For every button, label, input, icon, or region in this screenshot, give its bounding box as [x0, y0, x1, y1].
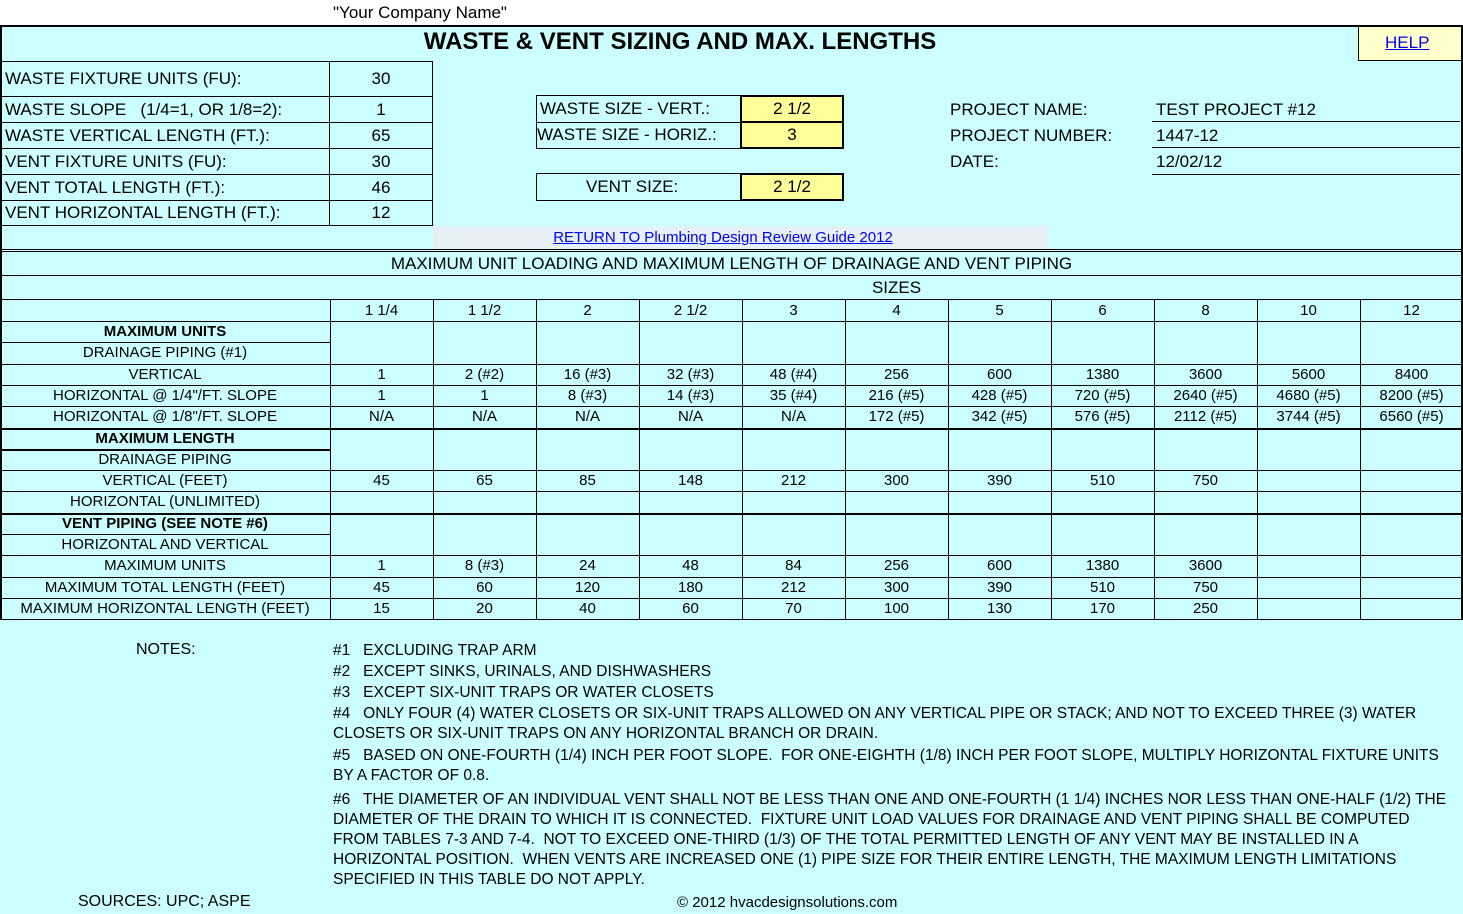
input-vent-fu[interactable]: 30 — [371, 152, 391, 171]
table-cell: 720 (#5) — [1074, 386, 1131, 404]
table-cell: 16 (#3) — [563, 365, 612, 383]
input-label-waste-fu: WASTE FIXTURE UNITS (FU): — [5, 69, 242, 88]
table-cell — [1360, 598, 1463, 619]
date-label: DATE: — [950, 152, 999, 171]
table-cell: 100 — [883, 599, 910, 617]
page-title: WASTE & VENT SIZING AND MAX. LENGTHS — [423, 28, 937, 55]
input-waste-fu[interactable]: 30 — [371, 69, 391, 88]
table-cell: 216 (#5) — [868, 386, 925, 404]
vent-size-output: 2 1/2 — [740, 173, 844, 201]
table-cell: 428 (#5) — [971, 386, 1028, 404]
table-cell: 342 (#5) — [971, 408, 1028, 426]
size-header-cell: 2 1/2 — [673, 302, 708, 319]
table-cell: 1380 — [1085, 365, 1120, 383]
table-cell: 8 (#3) — [567, 386, 608, 404]
table-cell: 250 — [1192, 599, 1219, 617]
input-vent-horiz-length[interactable]: 12 — [371, 203, 391, 222]
table-cell: 15 — [373, 599, 390, 617]
table-cell: N/A — [677, 408, 703, 426]
table-cell: 172 (#5) — [868, 408, 925, 426]
table-cell: 45 — [373, 578, 390, 596]
project-number-label: PROJECT NUMBER: — [950, 126, 1113, 145]
table-cell — [1360, 555, 1463, 576]
note-6: #6 THE DIAMETER OF AN INDIVIDUAL VENT SHALL NOT BE LESS THAN ONE AND ONE-FOURTH (1 1/4) INCHES NOR LESS THAN ONE-HALF (1/2) THE DIAMETER OF THE DRAIN TO WHICH IT IS CONNECTED. FIXTURE UNIT LOAD VALUES FOR DRAINAGE AND VENT PIPING SHALL BE COMPUTED FROM TABLES 7-3 AND 7-4. NOT TO EXCEED ONE-THIRD (1/3) OF THE TOTAL PERMITTED LENGTH OF ANY VENT MAY BE INSTALLED IN A HORIZONTAL POSITION. WHEN VENTS ARE INCREASED ONE (1) PIPE SIZE FOR THEIR ENTIRE LENGTH, THE MAXIMUM LENGTH LIMITATIONS SPECIFIED IN THIS TABLE DO NOT APPLY. — [333, 791, 1451, 888]
size-header-cell: 2 — [583, 302, 592, 319]
table-cell: 4680 (#5) — [1276, 386, 1341, 404]
table-cell: 2640 (#5) — [1173, 386, 1238, 404]
input-vent-total-length[interactable]: 46 — [371, 178, 391, 197]
table-cell: 510 — [1089, 578, 1116, 596]
table-cell: N/A — [574, 408, 600, 426]
size-header-cell: 8 — [1201, 302, 1210, 319]
table-cell: 48 — [682, 557, 699, 575]
table-cell: 120 — [574, 578, 601, 596]
table-cell: 300 — [883, 472, 910, 490]
spreadsheet — [0, 25, 1463, 914]
note-4: #4 ONLY FOUR (4) WATER CLOSETS OR SIX-UNIT TRAPS ALLOWED ON ANY VERTICAL PIPE OR STACK; AND NOT TO EXCEED THREE (3) WATER CLOSETS OR SIX-UNIT TRAPS ON ANY HORIZONTAL BRANCH OR DRAIN. — [333, 705, 1421, 742]
table-cell — [1257, 470, 1360, 491]
table-cell: 256 — [883, 557, 910, 575]
help-link[interactable]: HELP — [1385, 33, 1430, 52]
project-name-label: PROJECT NAME: — [950, 100, 1088, 119]
size-header-cell: 12 — [1403, 302, 1420, 319]
input-waste-vert-length[interactable]: 65 — [371, 126, 391, 145]
table-cell: N/A — [368, 408, 394, 426]
table-cell: 24 — [579, 557, 596, 575]
inputs-table — [0, 61, 433, 226]
table-cell: 600 — [986, 365, 1013, 383]
table-cell: 3744 (#5) — [1276, 408, 1341, 426]
table-cell: 2112 (#5) — [1173, 408, 1238, 426]
note-1: #1 EXCLUDING TRAP ARM — [333, 642, 537, 659]
table-cell — [1360, 577, 1463, 598]
row-label: MAXIMUM LENGTH — [95, 429, 235, 447]
row-label: VERTICAL (FEET) — [102, 472, 228, 490]
row-label: MAXIMUM TOTAL LENGTH (FEET) — [44, 578, 286, 596]
table-title: MAXIMUM UNIT LOADING AND MAXIMUM LENGTH OF DRAINAGE AND VENT PIPING — [390, 254, 1073, 273]
table-cell: 1380 — [1085, 557, 1120, 575]
notes-label: NOTES: — [136, 641, 196, 658]
table-cell: 45 — [373, 472, 390, 490]
row-label: MAXIMUM UNITS — [103, 323, 227, 340]
size-header-cell: 6 — [1098, 302, 1107, 319]
row-label: VENT PIPING (SEE NOTE #6) — [62, 514, 268, 532]
table-cell: 1 — [480, 386, 489, 404]
table-cell: 130 — [986, 599, 1013, 617]
table-cell: 8200 (#5) — [1379, 386, 1444, 404]
row-label: HORIZONTAL (UNLIMITED) — [70, 493, 260, 511]
table-cell — [1257, 555, 1360, 576]
table-cell — [1360, 470, 1463, 491]
table-cell: 510 — [1089, 472, 1116, 490]
waste-horiz-size-output: 3 — [740, 121, 844, 149]
table-cell: 256 — [883, 365, 910, 383]
row-label: HORIZONTAL AND VERTICAL — [61, 536, 269, 553]
vent-size-label: VENT SIZE: — [586, 177, 679, 196]
date-underline — [1152, 174, 1460, 175]
table-cell: 212 — [780, 472, 807, 490]
table-cell: 70 — [785, 599, 802, 617]
size-header-cell: 4 — [892, 302, 901, 319]
table-cell: 48 (#4) — [769, 365, 818, 383]
table-cell: 5600 — [1291, 365, 1326, 383]
table-row-divider — [0, 619, 1463, 620]
table-cell: 1 — [377, 365, 386, 383]
company-name: "Your Company Name" — [333, 3, 507, 22]
note-5: #5 BASED ON ONE-FOURTH (1/4) INCH PER FOOT SLOPE. FOR ONE-EIGHTH (1/8) INCH PER FOOT SLOPE, MULTIPLY HORIZONTAL FIXTURE UNITS BY A FACTOR OF 0.8. — [333, 747, 1444, 784]
table-cell: 180 — [677, 578, 704, 596]
note-3: #3 EXCEPT SIX-UNIT TRAPS OR WATER CLOSETS — [333, 684, 714, 701]
waste-horiz-label: WASTE SIZE - HORIZ.: — [537, 125, 717, 144]
size-header-cell: 5 — [995, 302, 1004, 319]
table-cell: 60 — [476, 578, 493, 596]
table-cell: 8 (#3) — [464, 557, 505, 575]
project-number-underline — [1152, 147, 1460, 148]
table-cell: 390 — [986, 578, 1013, 596]
input-label-vent-fu: VENT FIXTURE UNITS (FU): — [5, 152, 227, 171]
table-cell: 750 — [1192, 472, 1219, 490]
table-cell: 212 — [780, 578, 807, 596]
table-cell — [1257, 577, 1360, 598]
table-cell: N/A — [471, 408, 497, 426]
table-cell: 750 — [1192, 578, 1219, 596]
table-cell: 35 (#4) — [769, 386, 818, 404]
table-cell: 600 — [986, 557, 1013, 575]
table-cell: 40 — [579, 599, 596, 617]
row-label: MAXIMUM UNITS — [104, 557, 226, 575]
waste-vert-label: WASTE SIZE - VERT.: — [540, 99, 711, 118]
size-header-cell: 1 1/4 — [364, 302, 399, 319]
row-label: HORIZONTAL @ 1/4"/FT. SLOPE — [53, 386, 277, 404]
size-header-cell: 10 — [1300, 302, 1317, 319]
table-cell: 170 — [1089, 599, 1116, 617]
table-cell: 84 — [785, 557, 802, 575]
input-label-vent-total-length: VENT TOTAL LENGTH (FT.): — [5, 178, 226, 197]
project-number-value[interactable]: 1447-12 — [1156, 126, 1219, 145]
table-cell: 65 — [476, 472, 493, 490]
table-cell: 3600 — [1188, 557, 1223, 575]
project-name-underline — [1152, 121, 1460, 122]
table-cell: 3600 — [1188, 365, 1223, 383]
table-cell: 1 — [377, 557, 386, 575]
input-label-waste-slope: WASTE SLOPE (1/4=1, OR 1/8=2): — [5, 100, 283, 119]
size-header-cell: 1 1/2 — [467, 302, 502, 319]
row-label: HORIZONTAL @ 1/8"/FT. SLOPE — [53, 408, 277, 426]
table-cell: 1 — [377, 386, 386, 404]
size-header-cell: 3 — [789, 302, 798, 319]
table-cell: N/A — [780, 408, 806, 426]
table-cell: 14 (#3) — [666, 386, 715, 404]
row-label: DRAINAGE PIPING (#1) — [82, 344, 248, 362]
input-waste-slope[interactable]: 1 — [376, 100, 386, 119]
table-cell: 6560 (#5) — [1379, 408, 1444, 426]
return-link[interactable]: RETURN TO Plumbing Design Review Guide 2012 — [553, 229, 893, 246]
row-label: VERTICAL — [128, 365, 202, 383]
table-cell: 8400 — [1394, 365, 1429, 383]
row-label: DRAINAGE PIPING — [98, 450, 232, 468]
waste-vert-size-output: 2 1/2 — [740, 95, 844, 123]
table-cell: 20 — [476, 599, 493, 617]
table-cell: 85 — [579, 472, 596, 490]
note-2: #2 EXCEPT SINKS, URINALS, AND DISHWASHERS — [333, 663, 712, 680]
copyright: © 2012 hvacdesignsolutions.com — [677, 894, 898, 911]
input-label-waste-vert-length: WASTE VERTICAL LENGTH (FT.): — [5, 126, 270, 145]
project-name-value[interactable]: TEST PROJECT #12 — [1156, 100, 1316, 119]
table-cell: 148 — [677, 472, 704, 490]
table-cell: 2 (#2) — [464, 365, 505, 383]
table-cell: 576 (#5) — [1074, 408, 1131, 426]
table-cell: 32 (#3) — [666, 365, 715, 383]
table-cell: 300 — [883, 578, 910, 596]
input-label-vent-horiz-length: VENT HORIZONTAL LENGTH (FT.): — [5, 203, 281, 222]
date-value[interactable]: 12/02/12 — [1156, 152, 1223, 171]
table-cell: 390 — [986, 472, 1013, 490]
row-label: MAXIMUM HORIZONTAL LENGTH (FEET) — [20, 599, 310, 617]
sizes-label: SIZES — [871, 278, 922, 297]
table-cell: 60 — [682, 599, 699, 617]
sources: SOURCES: UPC; ASPE — [78, 893, 251, 910]
table-cell — [1257, 598, 1360, 619]
